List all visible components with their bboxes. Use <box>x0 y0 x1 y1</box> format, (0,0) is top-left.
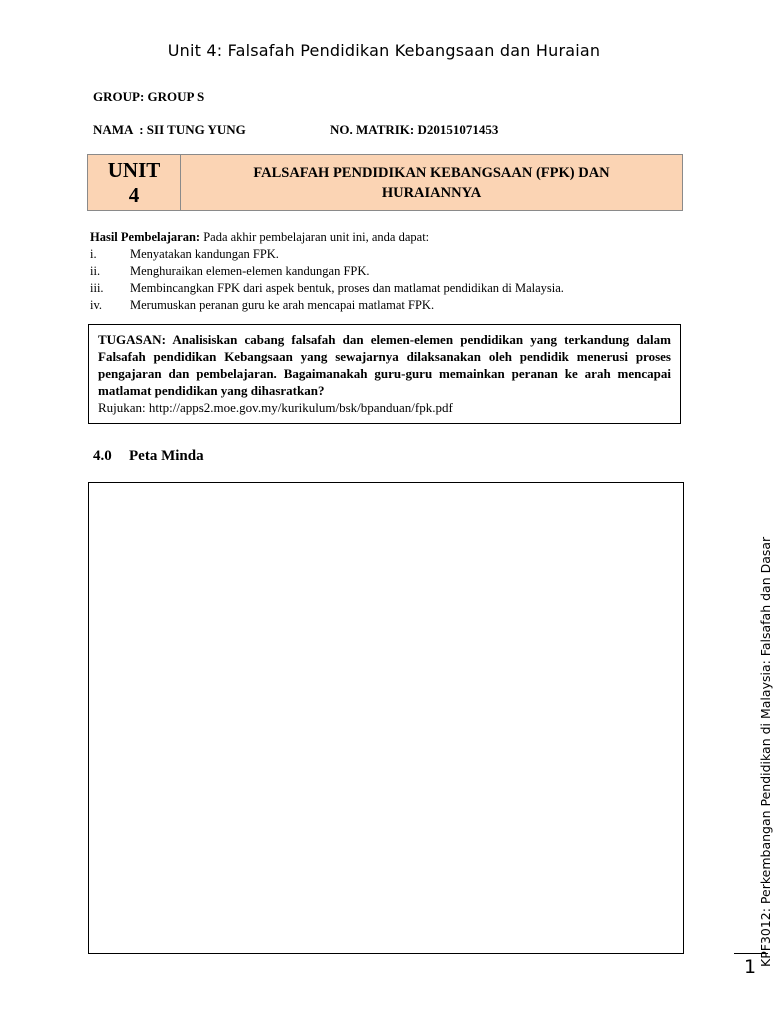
outcomes-label: Hasil Pembelajaran: <box>90 230 201 244</box>
unit-header-box <box>87 154 683 211</box>
task-box <box>88 324 681 424</box>
list-item-text: Menghuraikan elemen-elemen kandungan FPK. <box>130 264 370 278</box>
group-label: GROUP: GROUP S <box>93 89 205 104</box>
unit-label: UNIT <box>107 157 161 182</box>
unit-number-cell <box>88 155 181 210</box>
matric-number: NO. MATRIK: D20151071453 <box>330 122 499 137</box>
outcomes-list <box>90 246 690 314</box>
page-title: Unit 4: Falsafah Pendidikan Kebangsaan dan Huraian <box>167 41 601 60</box>
mind-map-area <box>88 482 684 954</box>
list-item-text: Membincangkan FPK dari aspek bentuk, proses dan matlamat pendidikan di Malaysia. <box>130 281 564 295</box>
unit-number: 4 <box>128 182 140 207</box>
page-number: 1 <box>744 956 757 978</box>
list-item <box>90 297 690 314</box>
section-title: Peta Minda <box>129 448 204 464</box>
list-item-number: ii. <box>90 264 101 278</box>
task-reference: Rujukan: http://apps2.moe.gov.my/kurikulum/bsk/bpanduan/fpk.pdf <box>98 400 453 415</box>
side-footer-text: KPF3012: Perkembangan Pendidikan di Malaysia: Falsafah dan Dasar <box>758 536 773 967</box>
list-item-number: i. <box>90 247 97 261</box>
outcomes-intro-text: Pada akhir pembelajaran unit ini, anda dapat: <box>203 230 430 244</box>
student-name: NAMA : SII TUNG YUNG <box>93 122 246 137</box>
list-item-number: iii. <box>90 281 104 295</box>
task-text: TUGASAN: Analisiskan cabang falsafah dan elemen-elemen pendidikan yang terkandung dalam Falsafah pendidikan Kebangsaan yang sewajarnya dilaksanakan oleh pendidik menerusi proses pengajaran dan pembelajaran. Bagaimanakah guru-guru memainkan peranan ke arah mencapai matlamat pendidikan yang dihasratkan? <box>98 332 671 398</box>
unit-title: FALSAFAH PENDIDIKAN KEBANGSAAN (FPK) DAN HURAIANNYA <box>253 164 610 201</box>
list-item <box>90 263 690 280</box>
page-number-rule <box>734 953 768 954</box>
list-item <box>90 246 690 263</box>
list-item <box>90 280 690 297</box>
list-item-text: Merumuskan peranan guru ke arah mencapai matlamat FPK. <box>130 298 435 312</box>
list-item-number: iv. <box>90 298 103 312</box>
section-number: 4.0 <box>93 448 112 464</box>
learning-outcomes <box>90 229 690 314</box>
outcomes-intro <box>90 229 690 246</box>
section-heading <box>93 448 204 465</box>
list-item-text: Menyatakan kandungan FPK. <box>130 247 279 261</box>
